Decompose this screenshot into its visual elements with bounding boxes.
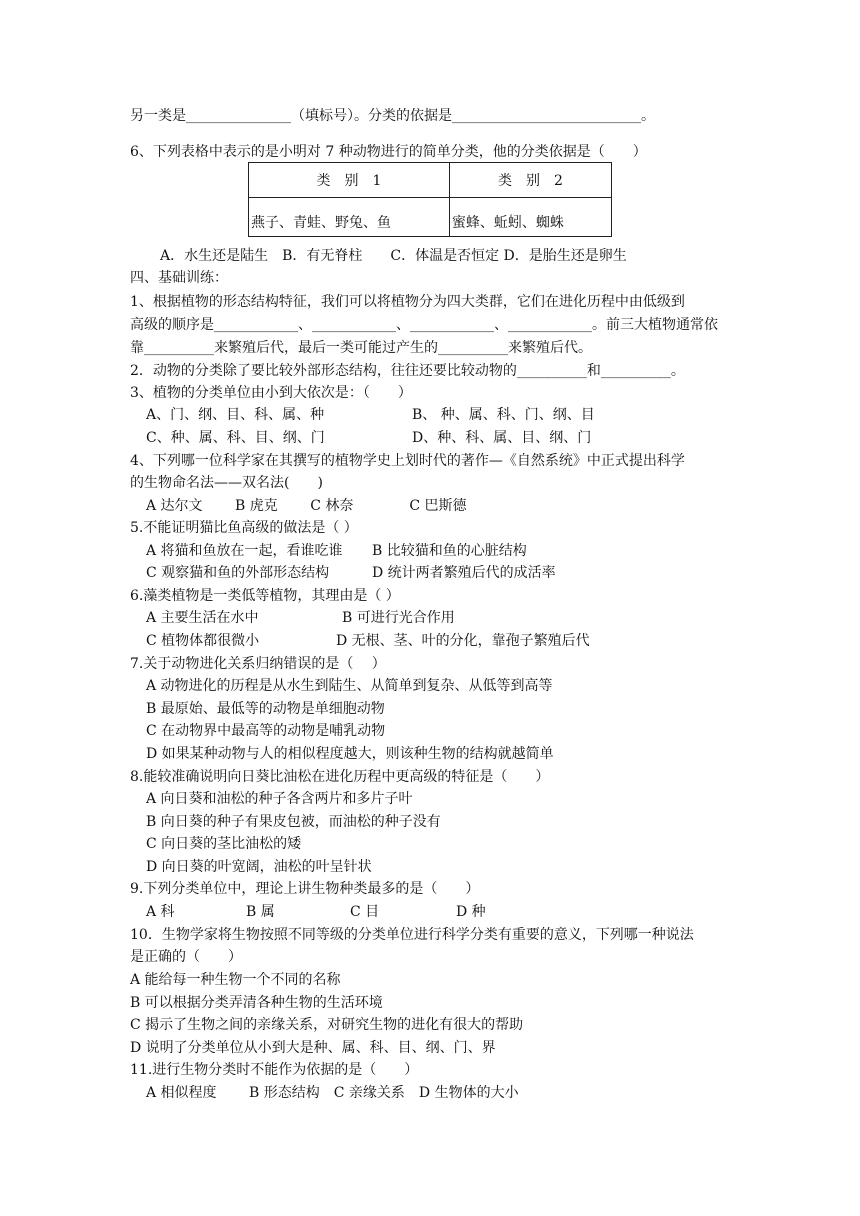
q7-option: D 如果某种动物与人的相似程度越大，则该种生物的结构就越简单 bbox=[146, 746, 554, 762]
q6b-option-d: D 无根、茎、叶的分化，靠孢子繁殖后代 bbox=[336, 633, 590, 649]
q5-option-a: A 将猫和鱼放在一起，看谁吃谁 bbox=[146, 543, 343, 559]
q1-line-1: 1、根据植物的形态结构特征，我们可以将植物分为四大类群，它们在进化历程中由低级到 bbox=[130, 294, 685, 310]
q3-option-a: A、门、纲、目、科、属、种 bbox=[146, 407, 325, 423]
q5-option-c: C 观察猫和鱼的外部形态结构 bbox=[146, 565, 330, 581]
q9-stem: 9.下列分类单位中，理论上讲生物种类最多的是（ ） bbox=[130, 881, 480, 897]
q9-option-a: A 科 bbox=[146, 904, 175, 920]
q9-option-d: D 种 bbox=[456, 904, 486, 920]
q5-option-b: B 比较猫和鱼的心脏结构 bbox=[372, 543, 527, 559]
table-cell: 燕子、青蛙、野兔、鱼 bbox=[249, 198, 450, 237]
q7-option: B 最原始、最低等的动物是单细胞动物 bbox=[146, 701, 385, 717]
q6-options: A．水生还是陆生 B．有无脊柱 C．体温是否恒定 D．是胎生还是卵生 bbox=[160, 248, 627, 264]
classification-table bbox=[248, 162, 612, 237]
q6-stem: 6、下列表格中表示的是小明对 7 种动物进行的简单分类，他的分类依据是（ ） bbox=[130, 144, 647, 160]
q6b-option-a: A 主要生活在水中 bbox=[146, 610, 259, 626]
q7-option: A 动物进化的历程是从水生到陆生、从简单到复杂、从低等到高等 bbox=[146, 678, 553, 694]
q11-options: A 相似程度 B 形态结构 C 亲缘关系 D 生物体的大小 bbox=[146, 1085, 519, 1101]
q10-stem-1: 10．生物学家将生物按照不同等级的分类单位进行科学分类有重要的意义，下列哪一种说法 bbox=[130, 927, 694, 943]
q3-option-b: B、 种、属、科、门、纲、目 bbox=[412, 407, 595, 423]
q10-option: A 能给每一种生物一个不同的名称 bbox=[130, 972, 341, 988]
q5-stem: 5.不能证明猫比鱼高级的做法是（ ） bbox=[130, 520, 358, 536]
q2-stem: 2．动物的分类除了要比较外部形态结构，往往还要比较动物的__________和__________。 bbox=[130, 363, 685, 379]
q4-stem-2: 的生物命名法——双名法( ) bbox=[130, 475, 323, 491]
section-title: 四、基础训练： bbox=[130, 270, 228, 286]
q4-stem-1: 4、下列哪一位科学家在其撰写的植物学史上划时代的著作—《自然系统》中正式提出科学 bbox=[130, 453, 685, 469]
q10-option: D 说明了分类单位从小到大是种、属、科、目、纲、门、界 bbox=[130, 1040, 496, 1056]
q8-option: C 向日葵的茎比油松的矮 bbox=[146, 836, 302, 852]
q1-line-2: 高级的顺序是____________、____________、____________、____________。前三大植物通常依 bbox=[130, 317, 718, 333]
q1-line-3: 靠__________来繁殖后代，最后一类可能过产生的__________来繁殖后代。 bbox=[130, 340, 592, 356]
table-cell: 蜜蜂、蚯蚓、蜘蛛 bbox=[449, 198, 611, 237]
q3-stem: 3、植物的分类单位由小到大依次是：（ ） bbox=[130, 385, 412, 401]
q9-option-b: B 属 bbox=[246, 904, 275, 920]
q8-option: D 向日葵的叶宽阔，油松的叶呈针状 bbox=[146, 859, 372, 875]
q6b-stem: 6.藻类植物是一类低等植物，其理由是（ ） bbox=[130, 588, 400, 604]
q10-stem-2: 是正确的（ ） bbox=[130, 949, 242, 965]
table-header-cell: 类 别 1 bbox=[249, 163, 450, 198]
q5-option-d: D 统计两者繁殖后代的成活率 bbox=[372, 565, 556, 581]
intro-line: 另一类是_______________（填标号）。分类的依据是___________________________。 bbox=[130, 108, 655, 124]
q10-option: C 揭示了生物之间的亲缘关系，对研究生物的进化有很大的帮助 bbox=[130, 1017, 524, 1033]
q11-stem: 11.进行生物分类时不能作为依据的是（ ） bbox=[130, 1062, 419, 1078]
q8-option: B 向日葵的种子有果皮包被，而油松的种子没有 bbox=[146, 814, 441, 830]
q3-option-c: C、种、属、科、目、纲、门 bbox=[146, 430, 325, 446]
q4-options: A 达尔文 B 虎克 C 林奈 C 巴斯德 bbox=[146, 498, 467, 514]
q7-stem: 7.关于动物进化关系归纳错误的是（ ） bbox=[130, 656, 386, 672]
q8-stem: 8.能较准确说明向日葵比油松在进化历程中更高级的特征是（ ） bbox=[130, 769, 550, 785]
q3-option-d: D、种、科、属、目、纲、门 bbox=[412, 430, 592, 446]
q6b-option-c: C 植物体都很微小 bbox=[146, 633, 260, 649]
q7-option: C 在动物界中最高等的动物是哺乳动物 bbox=[146, 723, 386, 739]
q9-option-c: C 目 bbox=[350, 904, 380, 920]
table-header-cell: 类 别 2 bbox=[449, 163, 611, 198]
q10-option: B 可以根据分类弄清各种生物的生活环境 bbox=[130, 995, 383, 1011]
q8-option: A 向日葵和油松的种子各含两片和多片子叶 bbox=[146, 791, 413, 807]
q6b-option-b: B 可进行光合作用 bbox=[342, 610, 455, 626]
